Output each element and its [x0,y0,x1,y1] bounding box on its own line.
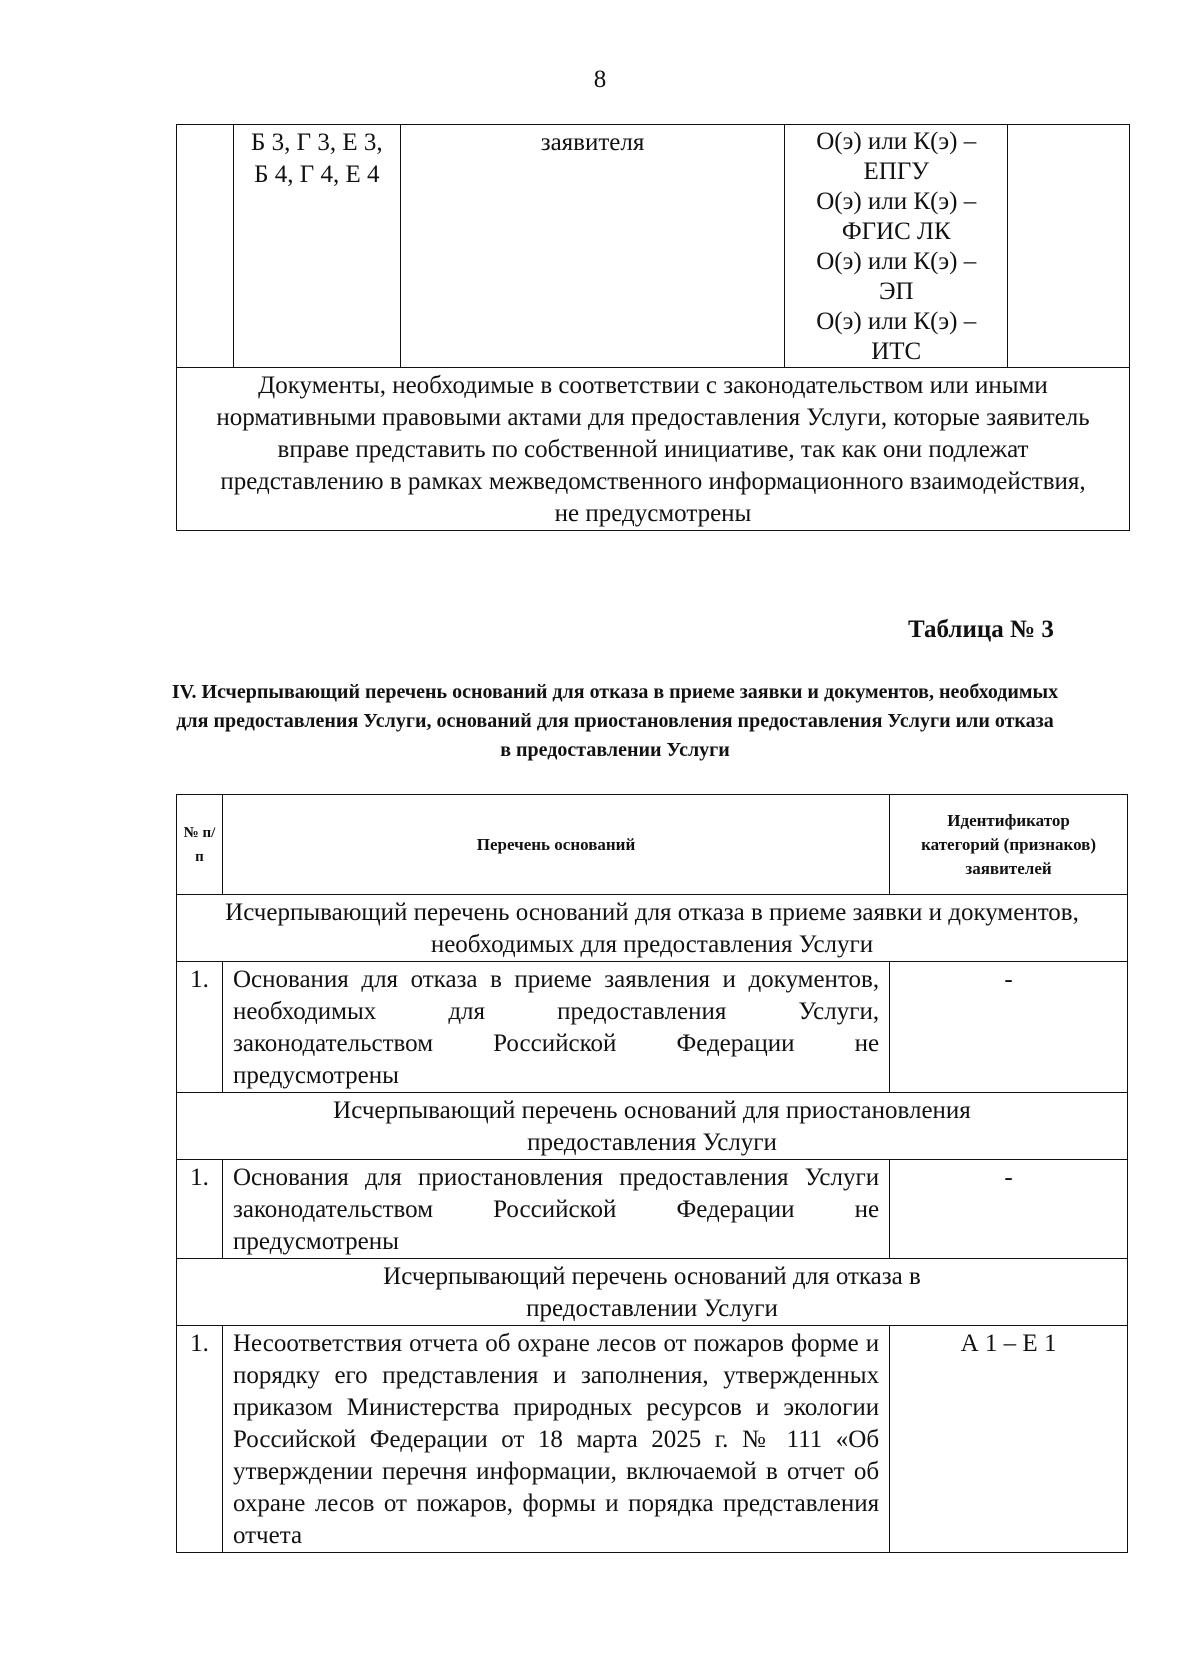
top-table [176,124,1130,531]
forms-cell [785,125,1008,368]
categories-line-1: Б 3, Г 3, Е 3, [251,129,383,156]
row-number: 1. [177,1326,223,1553]
top-empty-cell-1 [177,125,234,368]
top-empty-cell-2 [1008,125,1130,368]
form-line: ИТС [871,338,922,365]
documents-note: Документы, необходимые в соответствии с законодательством или иными нормативными правовыми актами для предоставления Услуги, которые заявитель вправе представить по собственной инициативе, так как они подлежат представлению в рамках межведомственного информационного взаимодействия, не предусмотрены [177,368,1130,531]
row-text: Основания для отказа в приеме заявления и документов, необходимых для предоставления Услуги, законодательством Российской Федерации не предусмотрены [222,962,889,1093]
row-text: Основания для приостановления предоставления Услуги законодательством Российской Федерации не предусмотрены [222,1160,889,1259]
row-number: 1. [177,1160,223,1259]
form-line: ФГИС ЛК [841,218,951,245]
header-identifier: Идентификатор категорий (признаков) заявителей [890,795,1128,895]
applicant-cell [400,125,785,368]
form-line: О(э) или К(э) – [816,308,977,335]
form-line: О(э) или К(э) – [816,188,977,215]
form-line: ЕПГУ [863,158,929,185]
section-heading-refusal-service: Исчерпывающий перечень оснований для отказа в предоставлении Услуги [177,1259,1128,1326]
form-line: О(э) или К(э) – [816,248,977,275]
row-number: 1. [177,962,223,1093]
section-heading-refusal-acceptance: Исчерпывающий перечень оснований для отказа в приеме заявки и документов, необходимых для предоставления Услуги [177,895,1128,962]
row-text: Несоответствия отчета об охране лесов от пожаров форме и порядку его представления и заполнения, утвержденных приказом Министерства природных ресурсов и экологии Российской Федерации от 18 марта 2025 г. № 111 «Об утверждении перечня информации, включаемой в отчет об охране лесов от пожаров, формы и порядка представления отчета [222,1326,889,1553]
section-heading-suspension: Исчерпывающий перечень оснований для приостановления предоставления Услуги [177,1093,1128,1160]
table-label: Таблица № 3 [908,616,1054,643]
section-title: IV. Исчерпывающий перечень оснований для отказа в приеме заявки и документов, необходимых для предоставления Услуги, оснований для приостановления предоставления Услуги или отказа в предоставлении Услуги [171,681,1059,761]
categories-line-2: Б 4, Г 4, Е 4 [254,161,380,188]
applicant-text: заявителя [540,129,645,156]
form-line: ЭП [878,278,914,305]
row-identifier: - [890,962,1128,1093]
row-identifier: - [890,1160,1128,1259]
header-number: № п/п [177,795,223,895]
row-identifier: А 1 – Е 1 [890,1326,1128,1553]
header-grounds: Перечень оснований [222,795,889,895]
page-number: 8 [593,66,607,93]
categories-cell [233,125,400,368]
grounds-table [176,794,1128,1553]
form-line: О(э) или К(э) – [816,128,977,155]
